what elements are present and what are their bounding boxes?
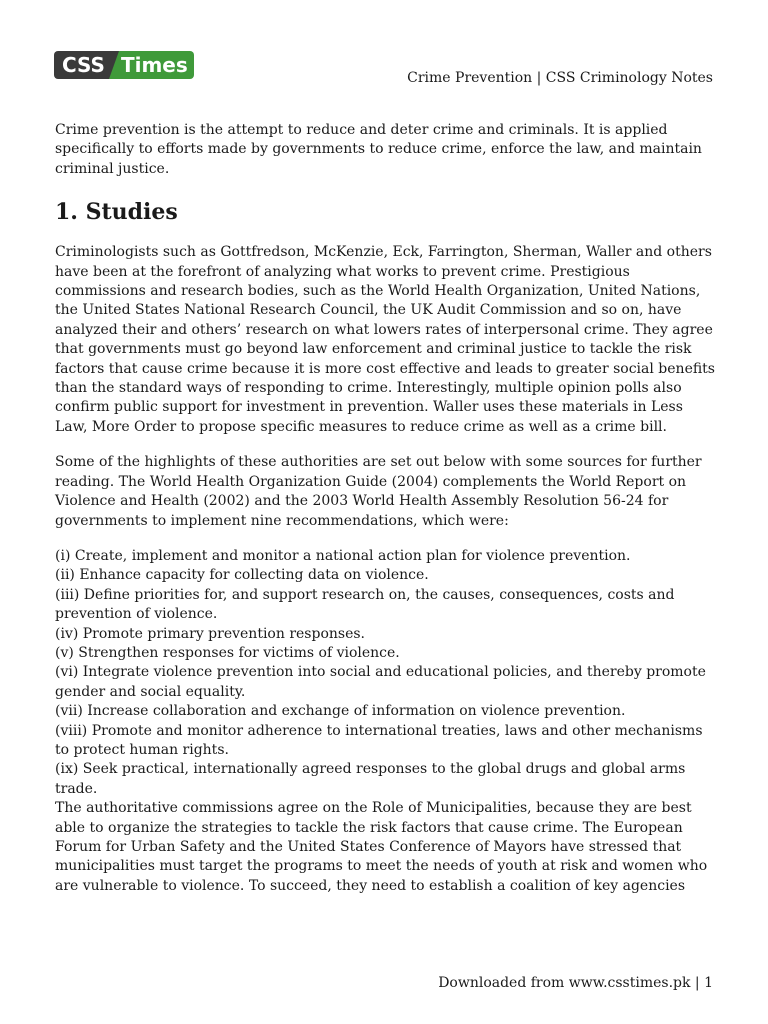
logo-css-text: CSS bbox=[54, 51, 109, 79]
list-item: (vii) Increase collaboration and exchange of information on violence prevention. bbox=[55, 703, 626, 720]
list-item: (iv) Promote primary prevention responses. bbox=[55, 625, 365, 642]
studies-paragraph-2: Some of the highlights of these authorities are set out below with some sources for further reading. The World Health Organization Guide (2004) complements the World Report on Violence and Health (2002) and the 2003 World Health Assembly Resolution 56-24 for governments to implement nine recommendations, which were: bbox=[55, 454, 702, 529]
intro-paragraph: Crime prevention is the attempt to reduce and deter crime and criminals. It is applied specifically to efforts made by governments to reduce crime, enforce the law, and maintain criminal justice. bbox=[55, 122, 702, 177]
section-heading: 1. Studies bbox=[55, 199, 178, 226]
list-item: (ix) Seek practical, internationally agreed responses to the global drugs and global arms trade. bbox=[55, 761, 686, 797]
list-item: (vi) Integrate violence prevention into social and educational policies, and thereby promote gender and social equality. bbox=[55, 664, 706, 700]
document-body bbox=[55, 121, 715, 896]
recommendations-list bbox=[55, 547, 715, 799]
list-item: (viii) Promote and monitor adherence to international treaties, laws and other mechanisms to protect human rights. bbox=[55, 722, 703, 758]
logo-slash bbox=[109, 51, 119, 79]
site-logo bbox=[54, 51, 194, 79]
page-footer: Downloaded from www.csstimes.pk | 1 bbox=[438, 975, 713, 991]
list-item: (iii) Define priorities for, and support research on, the causes, consequences, costs and prevention of violence. bbox=[55, 586, 675, 623]
list-item: (v) Strengthen responses for victims of violence. bbox=[55, 644, 400, 661]
logo-times-text: Times bbox=[119, 51, 194, 79]
document-header-title: Crime Prevention | CSS Criminology Notes bbox=[407, 70, 713, 86]
studies-paragraph-3: The authoritative commissions agree on the Role of Municipalities, because they are best able to organize the strategies to tackle the risk factors that cause crime. The European Forum for Urban Safety and the United States Conference of Mayors have stressed that municipalities must target the programs to meet the needs of youth at risk and women who are vulnerable to violence. To succeed, they need to establish a coalition of key agencies bbox=[55, 800, 708, 894]
list-item: (ii) Enhance capacity for collecting data on violence. bbox=[55, 567, 429, 584]
list-item: (i) Create, implement and monitor a national action plan for violence prevention. bbox=[55, 547, 631, 564]
studies-paragraph-1: Criminologists such as Gottfredson, McKenzie, Eck, Farrington, Sherman, Waller and others have been at the forefront of analyzing what works to prevent crime. Prestigious commissions and research bodies, such as the World Health Organization, United Nations, the United States National Research Council, the UK Audit Commission and so on, have analyzed their and others’ research on what lowers rates of interpersonal crime. They agree that governments must go beyond law enforcement and criminal justice to tackle the risk factors that cause crime because it is more cost effective and leads to greater social benefits than the standard ways of responding to crime. Interestingly, multiple opinion polls also confirm public support for investment in prevention. Waller uses these materials in Less Law, More Order to propose specific measures to reduce crime as well as a crime bill. bbox=[55, 244, 715, 435]
